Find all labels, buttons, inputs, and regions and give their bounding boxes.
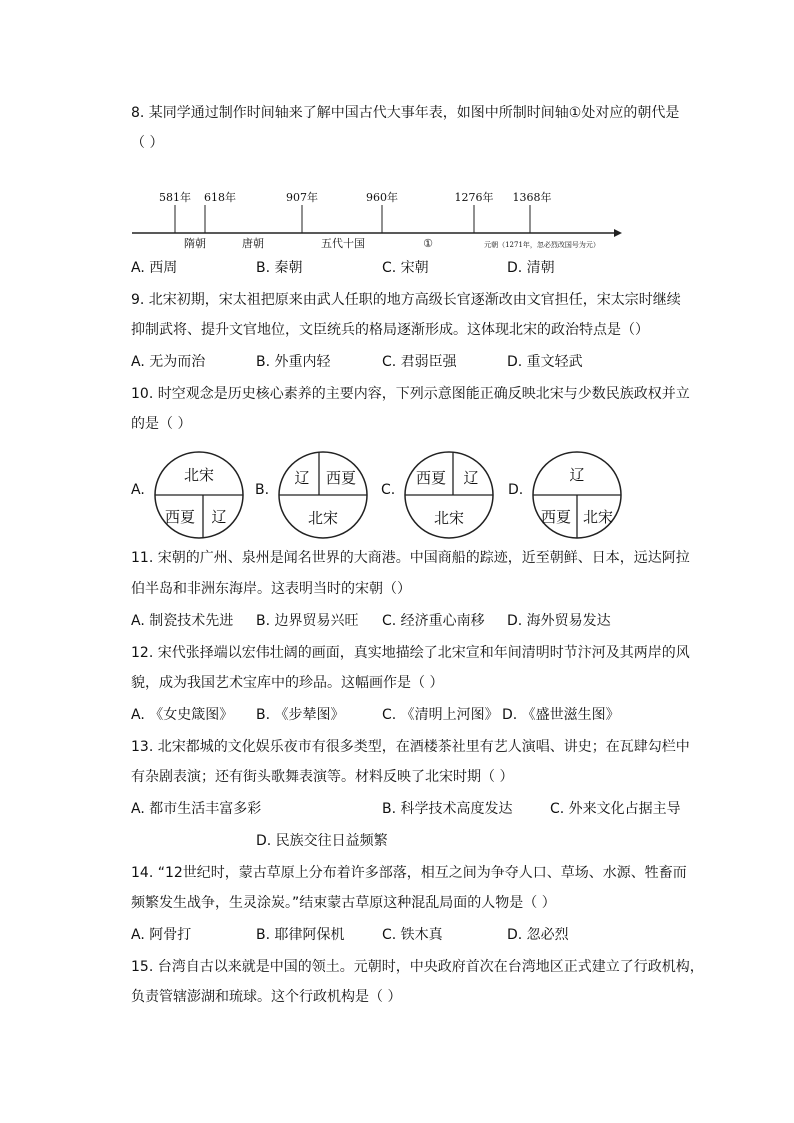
q8-stem-line1: 8. 某同学通过制作时间轴来了解中国古代大事年表，如图中所制时间轴①处对应的朝代是 (131, 105, 680, 121)
q8-options (131, 258, 691, 278)
d-top: 辽 (569, 466, 585, 484)
c-top-left: 西夏 (415, 469, 447, 487)
q9-options (131, 352, 691, 372)
q14-option-a: A. 阿骨打 (131, 927, 192, 943)
timeline-diagram (128, 184, 628, 254)
q10-label-c: C. (381, 482, 396, 498)
q10-label-d: D. (508, 482, 524, 498)
a-top: 北宋 (183, 466, 215, 484)
q15-stem-line1: 15. 台湾自古以来就是中国的领土。元朝时，中央政府首次在台湾地区正式建立了行政机构， (131, 959, 704, 975)
q11-option-a: A. 制瓷技术先进 (131, 613, 234, 629)
q13-option-c: C. 外来文化占据主导 (550, 801, 681, 817)
q9-option-c: C. 君弱臣强 (382, 354, 457, 370)
q10-diagram-b (277, 450, 369, 540)
q10-diagram-c (403, 450, 495, 540)
dynasty-1: ① (423, 237, 433, 250)
q9-option-a: A. 无为而治 (131, 354, 206, 370)
b-top-left: 辽 (294, 469, 310, 487)
q8-option-d: D. 清朝 (507, 260, 555, 276)
year-1276: 1276年 (454, 191, 494, 204)
q8-option-b: B. 秦朝 (256, 260, 303, 276)
q13-option-b: B. 科学技术高度发达 (382, 801, 513, 817)
q9-stem-line1: 9. 北宋初期，宋太祖把原来由武人任职的地方高级长官逐渐改由文官担任，宋太宗时继续 (131, 292, 681, 308)
q8-option-a: A. 西周 (131, 260, 178, 276)
q13-options-row2 (131, 831, 691, 851)
q11-options (131, 611, 691, 631)
d-bottom-left: 西夏 (540, 508, 572, 526)
q14-options (131, 925, 691, 945)
q13-option-d: D. 民族交往日益频繁 (256, 833, 388, 849)
q12-option-c: C. 《清明上河图》 (382, 707, 499, 723)
year-907: 907年 (286, 191, 318, 204)
q14-option-c: C. 铁木真 (382, 927, 443, 943)
timeline-note: 元朝（1271年，忽必烈改国号为元） (484, 241, 600, 249)
q9-option-d: D. 重文轻武 (507, 354, 583, 370)
q12-option-d: D. 《盛世滋生图》 (502, 707, 620, 723)
q12-options (131, 705, 691, 725)
q14-stem-line1: 14. “12世纪时，蒙古草原上分布着许多部落，相互之间为争夺人口、草场、水源、牲畜而 (131, 865, 687, 881)
dynasty-five: 五代十国 (321, 237, 365, 250)
c-bottom: 北宋 (433, 509, 465, 527)
q9-stem-line2: 抑制武将、提升文官地位，文臣统兵的格局逐渐形成。这体现北宋的政治特点是（） (131, 322, 649, 338)
q11-option-b: B. 边界贸易兴旺 (256, 613, 359, 629)
c-top-right: 辽 (463, 469, 479, 487)
q9-option-b: B. 外重内轻 (256, 354, 331, 370)
b-bottom: 北宋 (307, 509, 339, 527)
a-bottom-left: 西夏 (164, 508, 196, 526)
q10-options (131, 450, 651, 540)
q13-options (131, 799, 691, 819)
q12-stem-line1: 12. 宋代张择端以宏伟壮阔的画面，真实地描绘了北宋宣和年间清明时节汴河及其两岸的风 (131, 645, 690, 661)
timeline-arrow (614, 229, 622, 237)
q11-stem-line1: 11. 宋朝的广州、泉州是闻名世界的大商港。中国商船的踪迹，近至朝鲜、日本，远达阿拉 (131, 550, 690, 566)
q12-option-a: A. 《女史箴图》 (131, 707, 234, 723)
q11-option-c: C. 经济重心南移 (382, 613, 485, 629)
b-top-right: 西夏 (325, 469, 357, 487)
q10-label-a: A. (131, 482, 145, 498)
q14-stem-line2: 频繁发生战争，生灵涂炭。”结束蒙古草原这种混乱局面的人物是（ ） (131, 895, 556, 911)
q14-option-d: D. 忽必烈 (507, 927, 569, 943)
a-bottom-right: 辽 (211, 508, 227, 526)
d-bottom-right: 北宋 (582, 508, 614, 526)
q15-stem-line2: 负责管辖澎湖和琉球。这个行政机构是（ ） (131, 989, 402, 1005)
q10-diagram-a (153, 450, 245, 540)
q10-label-b: B. (255, 482, 270, 498)
year-581: 581年 (159, 191, 191, 204)
q13-option-a: A. 都市生活丰富多彩 (131, 801, 262, 817)
q12-option-b: B. 《步辇图》 (256, 707, 345, 723)
dynasty-sui: 隋朝 (184, 237, 206, 250)
year-1368: 1368年 (512, 191, 552, 204)
q10-stem-line2: 的是（ ） (131, 416, 192, 432)
dynasty-tang: 唐朝 (242, 237, 264, 250)
q10-stem-line1: 10. 时空观念是历史核心素养的主要内容，下列示意图能正确反映北宋与少数民族政权并立 (131, 386, 690, 402)
q14-option-b: B. 耶律阿保机 (256, 927, 345, 943)
q13-stem-line2: 有杂剧表演；还有街头歌舞表演等。材料反映了北宋时期（ ） (131, 769, 514, 785)
q13-stem-line1: 13. 北宋都城的文化娱乐夜市有很多类型，在酒楼茶社里有艺人演唱、讲史；在瓦肆勾栏中 (131, 739, 690, 755)
year-960: 960年 (366, 191, 398, 204)
q12-stem-line2: 貌，成为我国艺术宝库中的珍品。这幅画作是（ ） (131, 675, 444, 691)
q11-option-d: D. 海外贸易发达 (507, 613, 611, 629)
q8-stem-line2: （ ） (131, 135, 164, 151)
q11-stem-line2: 伯半岛和非洲东海岸。这表明当时的宋朝（） (131, 581, 411, 597)
year-618: 618年 (204, 191, 236, 204)
q8-option-c: C. 宋朝 (382, 260, 429, 276)
q10-diagram-d (531, 450, 623, 540)
